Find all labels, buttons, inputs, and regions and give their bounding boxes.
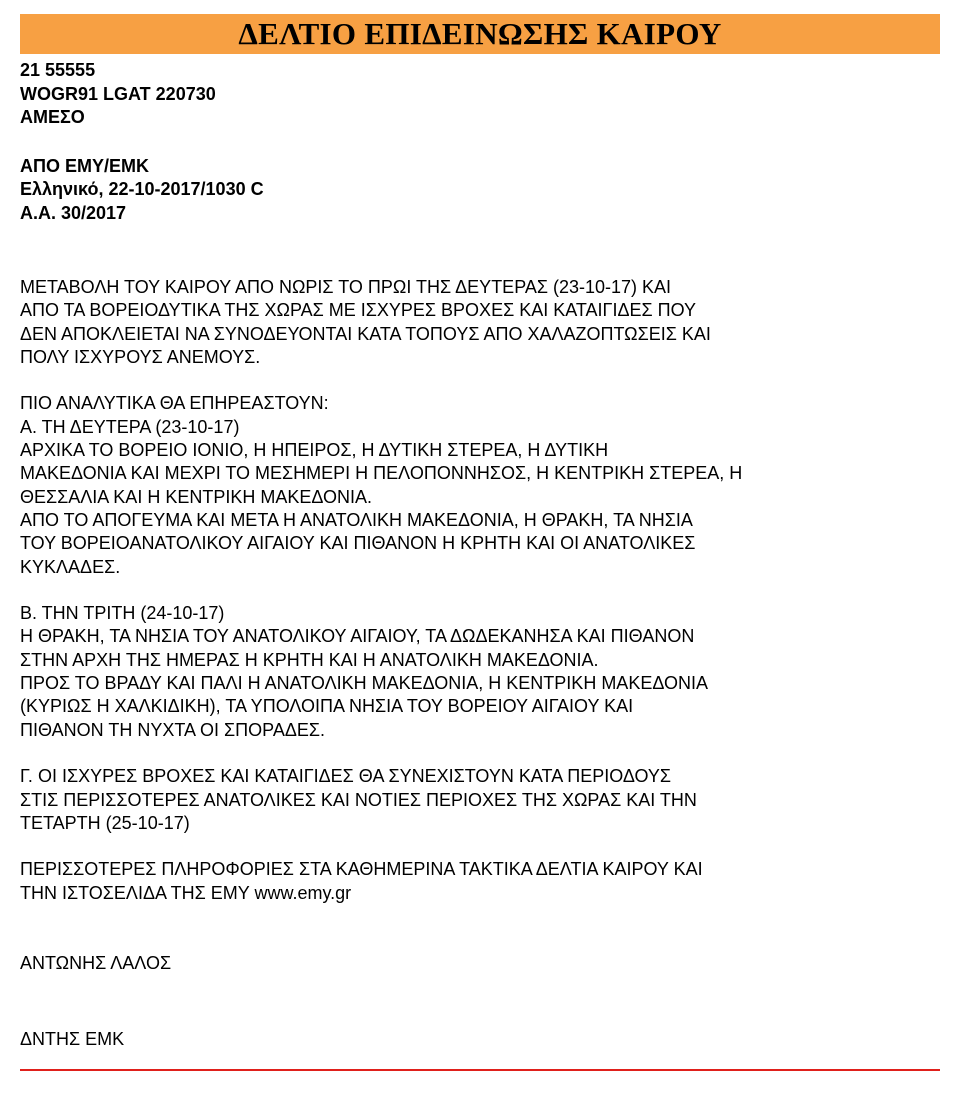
- header-line-2: WOGR91 LGAT 220730: [20, 83, 216, 104]
- text-line: (ΚΥΡΙΩΣ Η ΧΑΛΚΙΔΙΚΗ), ΤΑ ΥΠΟΛΟΙΠΑ ΝΗΣΙΑ ΤΟΥ ΒΟΡΕΙΟΥ ΑΙΓΑΙΟΥ ΚΑΙ: [20, 696, 634, 717]
- section-c: [20, 765, 940, 835]
- intro-paragraph: [20, 276, 940, 369]
- bulletin-page: [20, 14, 940, 1051]
- header-number: Α.Α. 30/2017: [20, 202, 127, 223]
- footer-divider: [20, 1069, 940, 1071]
- header-from: ΑΠΟ ΕΜΥ/ΕΜΚ: [20, 155, 150, 176]
- text-line: ΘΕΣΣΑΛΙΑ ΚΑΙ Η ΚΕΝΤΡΙΚΗ ΜΑΚΕΔΟΝΙΑ.: [20, 486, 373, 507]
- text-line: ΣΤΗΝ ΑΡΧΗ ΤΗΣ ΗΜΕΡΑΣ Η ΚΡΗΤΗ ΚΑΙ Η ΑΝΑΤΟΛΙΚΗ ΜΑΚΕΔΟΝΙΑ.: [20, 649, 599, 670]
- details-heading: ΠΙΟ ΑΝΑΛΥΤΙΚΑ ΘΑ ΕΠΗΡΕΑΣΤΟΥΝ:: [20, 393, 329, 414]
- text-line: ΔΕΝ ΑΠΟΚΛΕΙΕΤΑΙ ΝΑ ΣΥΝΟΔΕΥΟΝΤΑΙ ΚΑΤΑ ΤΟΠΟΥΣ ΑΠΟ ΧΑΛΑΖΟΠΤΩΣΕΙΣ ΚΑΙ: [20, 323, 711, 344]
- text-line: Η ΘΡΑΚΗ, ΤΑ ΝΗΣΙΑ ΤΟΥ ΑΝΑΤΟΛΙΚΟΥ ΑΙΓΑΙΟΥ, ΤΑ ΔΩΔΕΚΑΝΗΣΑ ΚΑΙ ΠΙΘΑΝΟΝ: [20, 626, 695, 647]
- text-line: ΑΠΟ ΤΑ ΒΟΡΕΙΟΔΥΤΙΚΑ ΤΗΣ ΧΩΡΑΣ ΜΕ ΙΣΧΥΡΕΣ ΒΡΟΧΕΣ ΚΑΙ ΚΑΤΑΙΓΙΔΕΣ ΠΟΥ: [20, 300, 697, 321]
- bulletin-body: [20, 276, 940, 1051]
- text-line: ΣΤΙΣ ΠΕΡΙΣΣΟΤΕΡΕΣ ΑΝΑΤΟΛΙΚΕΣ ΚΑΙ ΝΟΤΙΕΣ ΠΕΡΙΟΧΕΣ ΤΗΣ ΧΩΡΑΣ ΚΑΙ ΤΗΝ: [20, 789, 697, 810]
- text-line: ΑΠΟ ΤΟ ΑΠΟΓΕΥΜΑ ΚΑΙ ΜΕΤΑ Η ΑΝΑΤΟΛΙΚΗ ΜΑΚΕΔΟΝΙΑ, Η ΘΡΑΚΗ, ΤΑ ΝΗΣΙΑ: [20, 509, 693, 530]
- text-line: ΠΡΟΣ ΤΟ ΒΡΑΔΥ ΚΑΙ ΠΑΛΙ Η ΑΝΑΤΟΛΙΚΗ ΜΑΚΕΔΟΝΙΑ, Η ΚΕΝΤΡΙΚΗ ΜΑΚΕΔΟΝΙΑ: [20, 673, 708, 694]
- section-a-heading: Α. ΤΗ ΔΕΥΤΕΡΑ (23-10-17): [20, 416, 240, 437]
- signature-role: ΔΝΤΗΣ ΕΜΚ: [20, 1028, 125, 1049]
- text-line: ΠΕΡΙΣΣΟΤΕΡΕΣ ΠΛΗΡΟΦΟΡΙΕΣ ΣΤΑ ΚΑΘΗΜΕΡΙΝΑ ΤΑΚΤΙΚΑ ΔΕΛΤΙΑ ΚΑΙΡΟΥ ΚΑΙ: [20, 859, 703, 880]
- text-line: ΑΡΧΙΚΑ ΤΟ ΒΟΡΕΙΟ ΙΟΝΙΟ, Η ΗΠΕΙΡΟΣ, Η ΔΥΤΙΚΗ ΣΤΕΡΕΑ, Η ΔΥΤΙΚΗ: [20, 440, 609, 461]
- section-b: [20, 602, 940, 742]
- title-banner: [20, 14, 940, 54]
- text-line: ΤΕΤΑΡΤΗ (25-10-17): [20, 812, 190, 833]
- text-line: ΜΕΤΑΒΟΛΗ ΤΟΥ ΚΑΙΡΟΥ ΑΠΟ ΝΩΡΙΣ ΤΟ ΠΡΩΙ ΤΗΣ ΔΕΥΤΕΡΑΣ (23-10-17) ΚΑΙ: [20, 277, 672, 297]
- section-b-heading: Β. ΤΗΝ ΤΡΙΤΗ (24-10-17): [20, 603, 225, 624]
- text-line: ΜΑΚΕΔΟΝΙΑ ΚΑΙ ΜΕΧΡΙ ΤΟ ΜΕΣΗΜΕΡΙ Η ΠΕΛΟΠΟΝΝΗΣΟΣ, Η ΚΕΝΤΡΙΚΗ ΣΤΕΡΕΑ, Η: [20, 463, 743, 484]
- section-c-heading: Γ. ΟΙ ΙΣΧΥΡΕΣ ΒΡΟΧΕΣ ΚΑΙ ΚΑΤΑΙΓΙΔΕΣ ΘΑ ΣΥΝΕΧΙΣΤΟΥΝ ΚΑΤΑ ΠΕΡΙΟΔΟΥΣ: [20, 766, 672, 787]
- header-place-date: Ελληνικό, 22-10-2017/1030 C: [20, 179, 264, 199]
- text-line: ΤΟΥ ΒΟΡΕΙΟΑΝΑΤΟΛΙΚΟΥ ΑΙΓΑΙΟΥ ΚΑΙ ΠΙΘΑΝΟΝ Η ΚΡΗΤΗ ΚΑΙ ΟΙ ΑΝΑΤΟΛΙΚΕΣ: [20, 533, 696, 554]
- text-line: ΤΗΝ ΙΣΤΟΣΕΛΙΔΑ ΤΗΣ ΕΜΥ www.emy.gr: [20, 882, 352, 903]
- signature-name: ΑΝΤΩΝΗΣ ΛΑΛΟΣ: [20, 952, 172, 973]
- message-header: [20, 59, 940, 225]
- header-line-1: 21 55555: [20, 60, 96, 80]
- text-line: ΚΥΚΛΑΔΕΣ.: [20, 556, 121, 577]
- header-priority: ΑΜΕΣΟ: [20, 107, 85, 127]
- more-info-paragraph: [20, 858, 940, 905]
- text-line: ΠΟΛΥ ΙΣΧΥΡΟΥΣ ΑΝΕΜΟΥΣ.: [20, 346, 261, 367]
- details-section: [20, 392, 940, 578]
- bulletin-title: ΔΕΛΤΙΟ ΕΠΙΔΕΙΝΩΣΗΣ ΚΑΙΡΟΥ: [238, 16, 722, 51]
- text-line: ΠΙΘΑΝΟΝ ΤΗ ΝΥΧΤΑ ΟΙ ΣΠΟΡΑΔΕΣ.: [20, 719, 325, 740]
